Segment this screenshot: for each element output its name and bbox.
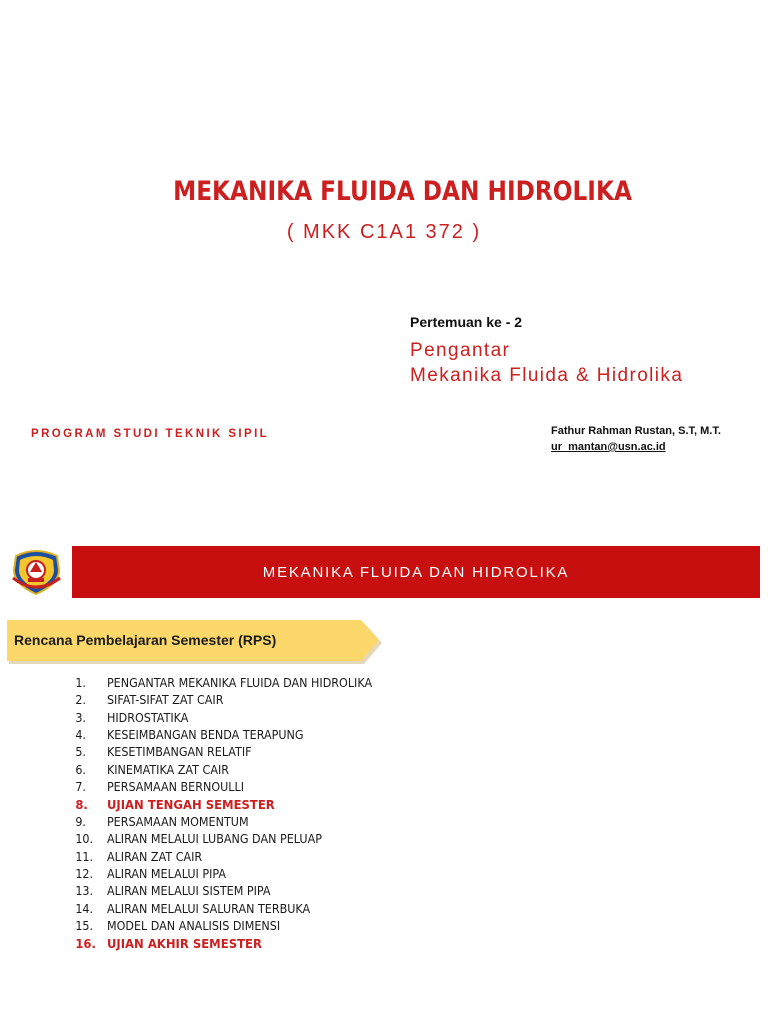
list-item-text: ALIRAN MELALUI SALURAN TERBUKA	[106, 901, 311, 916]
list-item-number: 1.	[75, 676, 86, 690]
list-item-number: 9.	[75, 814, 86, 829]
list-item-number: 13.	[75, 884, 94, 899]
list-item-text: PERSAMAAN BERNOULLI	[106, 780, 245, 795]
meeting-number: Pertemuan ke - 2	[410, 314, 523, 330]
author-email-link[interactable]: ur_mantan@usn.ac.id	[551, 441, 666, 453]
list-item-text: ALIRAN MELALUI LUBANG DAN PELUAP	[106, 832, 322, 847]
rps-label: Rencana Pembelajaran Semester (RPS)	[14, 632, 277, 648]
section-banner	[72, 546, 760, 598]
study-program: PROGRAM STUDI TEKNIK SIPIL	[31, 428, 270, 440]
list-item-number: 12.	[75, 866, 94, 881]
subtitle-line-1: Pengantar	[410, 340, 511, 361]
list-item-text: KESETIMBANGAN RELATIF	[106, 745, 252, 760]
list-item-text: HIDROSTATIKA	[106, 710, 189, 725]
subtitle-line-2: Mekanika Fluida & Hidrolika	[410, 365, 684, 386]
list-item-number: 15.	[75, 918, 94, 933]
list-item-text: PENGANTAR MEKANIKA FLUIDA DAN HIDROLIKA	[106, 676, 373, 690]
banner-title: MEKANIKA FLUIDA DAN HIDROLIKA	[262, 563, 570, 581]
list-item-text: KESEIMBANGAN BENDA TERAPUNG	[106, 728, 304, 743]
list-item-text: UJIAN TENGAH SEMESTER	[106, 797, 275, 813]
list-item-number: 14.	[75, 901, 94, 916]
rps-label-tag	[6, 618, 380, 664]
list-item-text: ALIRAN ZAT CAIR	[106, 849, 203, 864]
list-item-text: ALIRAN MELALUI PIPA	[106, 866, 227, 881]
list-item-number: 3.	[75, 710, 86, 725]
page-title: MEKANIKA FLUIDA DAN HIDROLIKA	[173, 176, 632, 207]
list-item-number: 8.	[75, 797, 88, 813]
list-item-text: KINEMATIKA ZAT CAIR	[106, 762, 230, 777]
university-logo	[10, 548, 63, 596]
list-item-text: PERSAMAAN MOMENTUM	[106, 814, 249, 829]
list-item-number: 4.	[75, 728, 86, 743]
list-item-number: 2.	[75, 693, 86, 708]
list-item-text: ALIRAN MELALUI SISTEM PIPA	[106, 884, 271, 899]
course-code: ( MKK C1A1 372 )	[286, 221, 482, 243]
list-item-number: 7.	[75, 780, 86, 795]
list-item-text: SIFAT-SIFAT ZAT CAIR	[106, 693, 224, 708]
list-item-text: MODEL DAN ANALISIS DIMENSI	[106, 918, 281, 933]
list-item-text: UJIAN AKHIR SEMESTER	[106, 936, 262, 952]
author-name: Fathur Rahman Rustan, S.T, M.T.	[551, 425, 721, 437]
list-item-number: 16.	[75, 936, 96, 952]
list-item-number: 11.	[75, 849, 94, 864]
list-item-number: 6.	[75, 762, 86, 777]
lecture-subtitle	[410, 338, 683, 388]
list-item-number: 10.	[75, 832, 94, 847]
list-item-number: 5.	[75, 745, 86, 760]
